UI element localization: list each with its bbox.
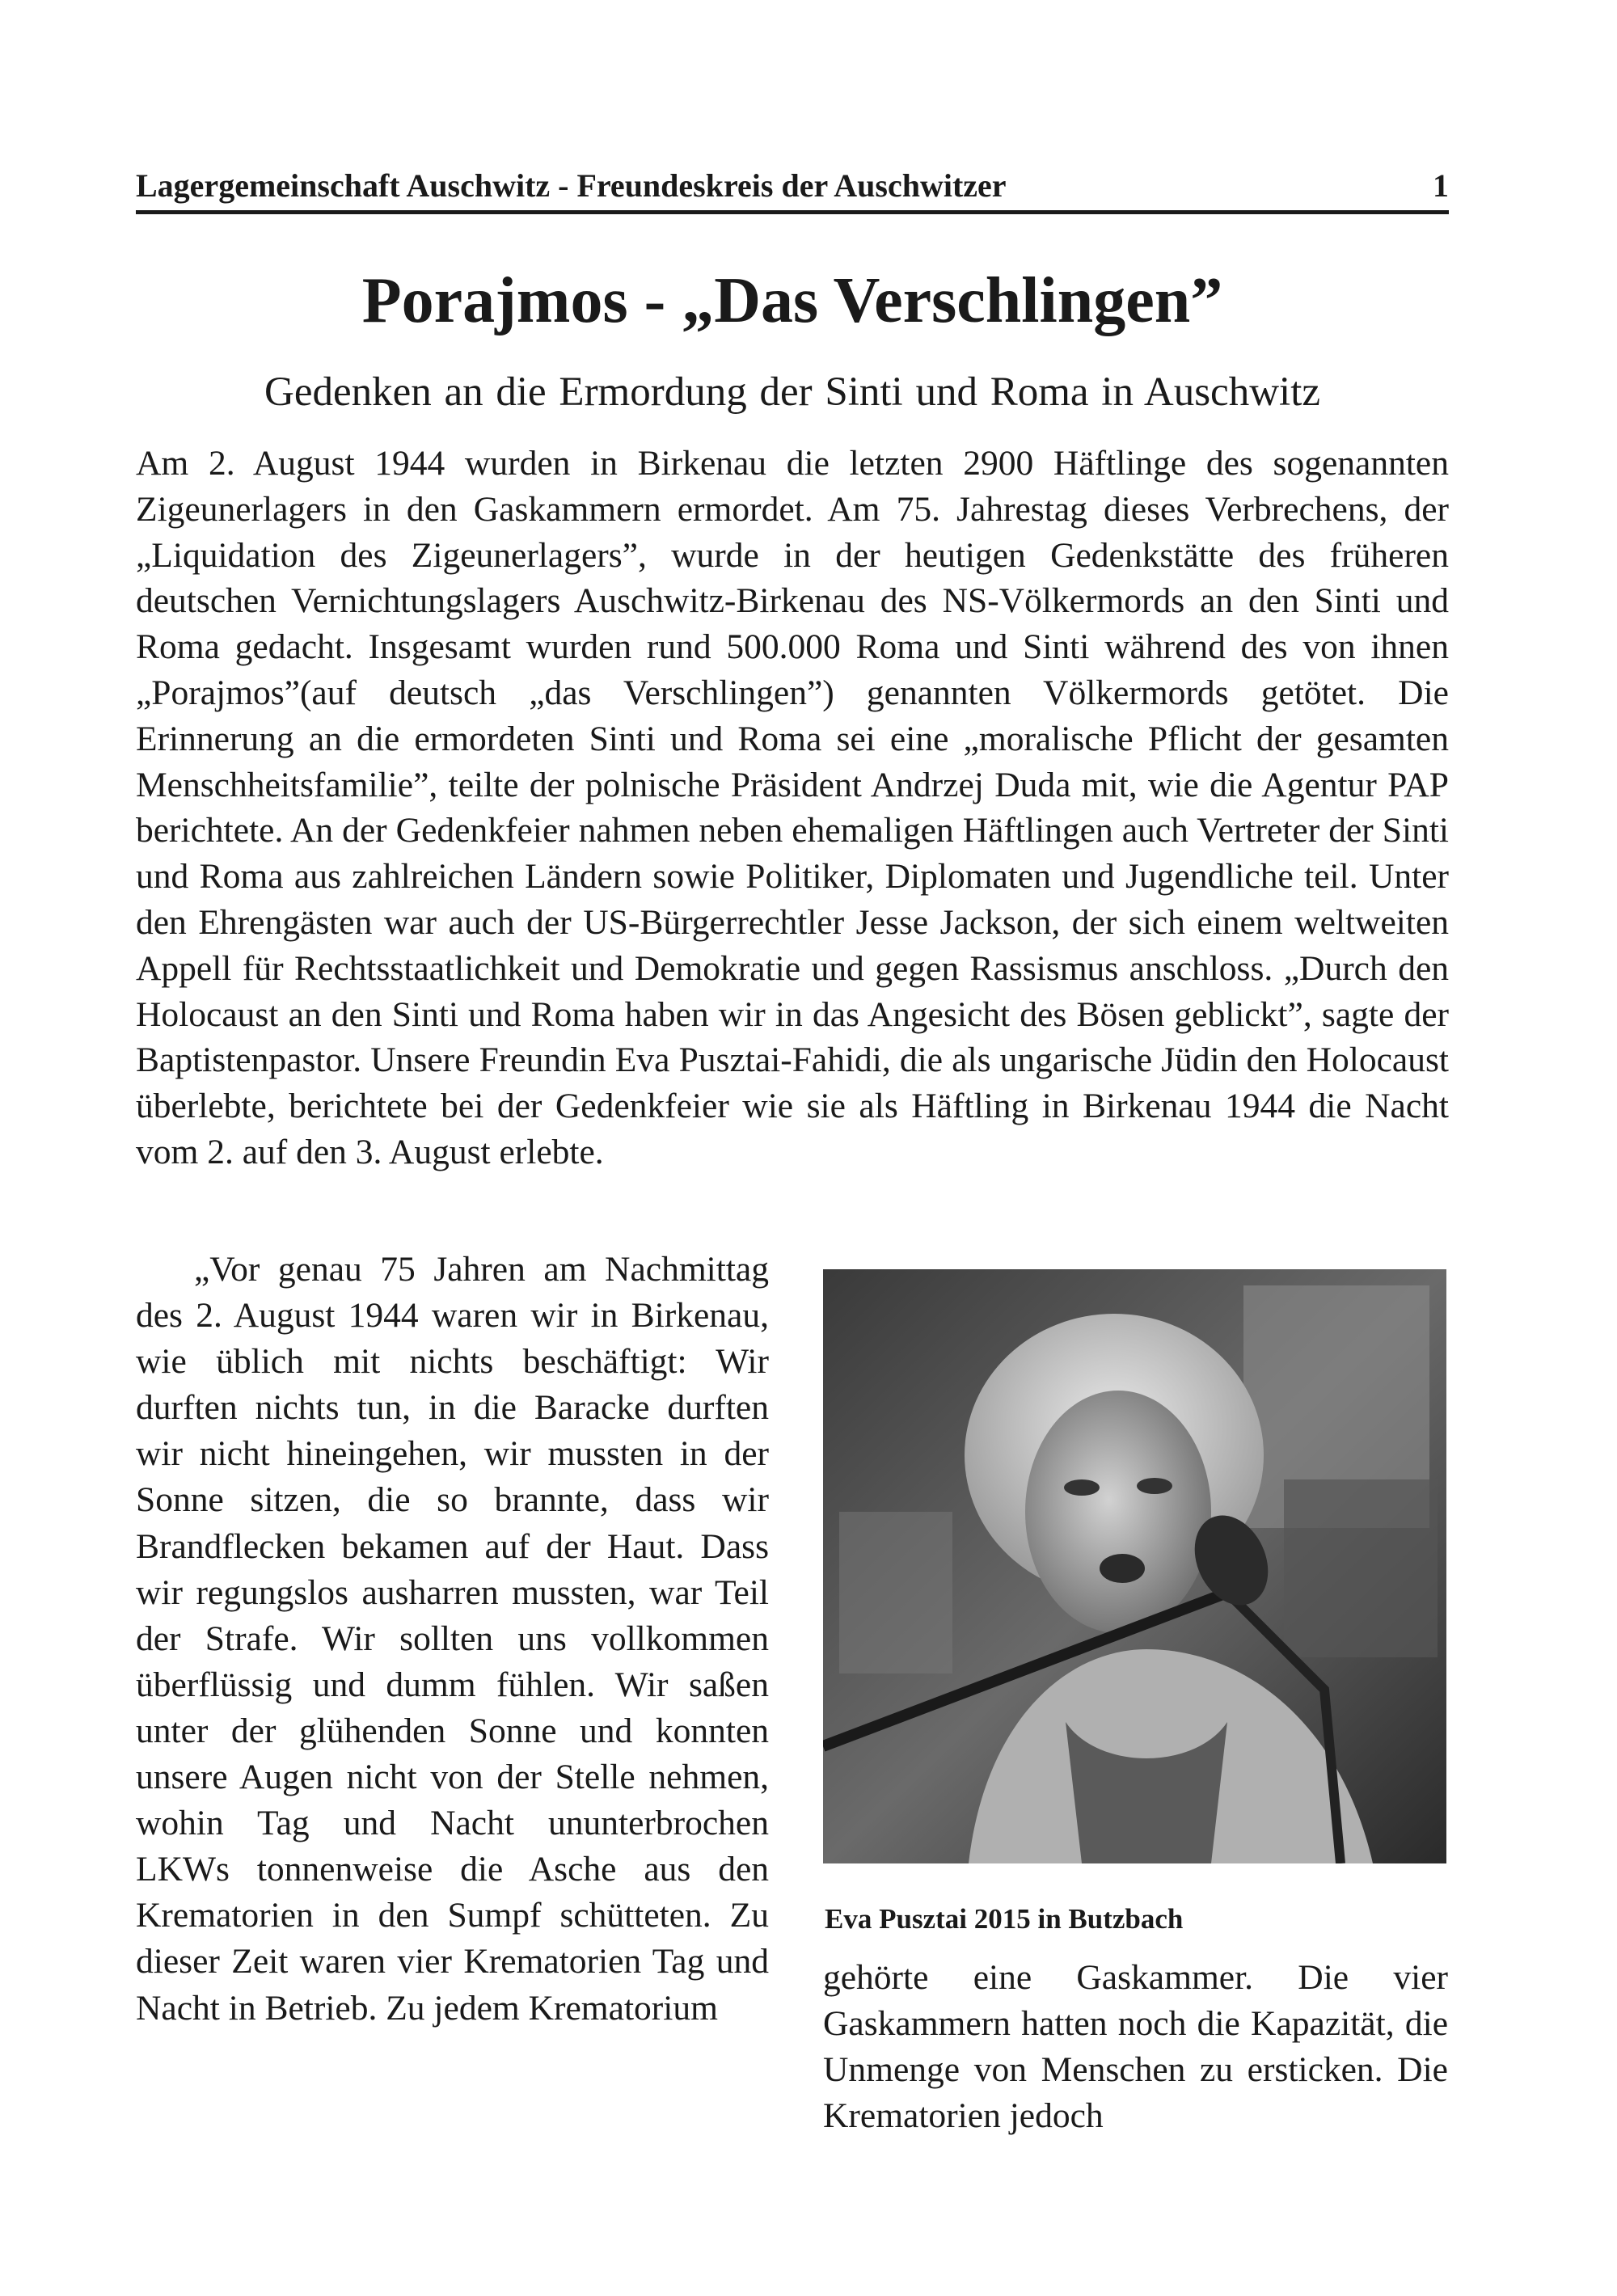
article-title: Porajmos - „Das Verschlingen” xyxy=(361,265,1223,336)
left-column-text: „Vor genau 75 Jahren am Nachmittag des 2. August 1944 waren wir in Birkenau, wie üblich mit nichts beschäftigt: Wir durften nichts tun, in die Baracke durften wir nicht hineingehen, wir mussten in der Sonne sitzen, die so brannte, dass wir Brandflecken bekamen auf der Haut. Dass wir regungslos ausharren mussten, war Teil der Strafe. Wir sollten uns vollkommen überflüssig und dumm fühlen. Wir saßen unter der glühenden Sonne und konnten unsere Augen nicht von der Stelle nehmen, wohin Tag und Nacht ununterbrochen LKWs tonnenweise die Asche aus den Krematorien in den Sumpf schütteten. Zu dieser Zeit waren vier Krematorien Tag und Nacht in Betrieb. Zu jedem Krematorium xyxy=(136,1250,769,2028)
photo-eva-pusztai xyxy=(823,1269,1446,1863)
intro-paragraph: Am 2. August 1944 wurden in Birkenau die letzten 2900 Häftlinge des sogenannten Zigeunerlagers in den Gaskammern ermordet. Am 75. Jahrestag dieses Verbrechens, der „Liquidation des Zigeunerlagers”, wurde in der heutigen Gedenkstätte des früheren deutschen Vernichtungslagers Auschwitz-Birkenau des NS-Völkermords an den Sinti und Roma gedacht. Insgesamt wurden rund 500.000 Roma und Sinti während des von ihnen „Porajmos”(auf deutsch „das Verschlingen”) genannten Völkermords getötet. Die Erinnerung an die ermordeten Sinti und Roma sei eine „moralische Pflicht der gesamten Menschheitsfamilie”, teilte der polnische Präsident Andrzej Duda mit, wie die Agentur PAP berichtete. An der Gedenkfeier nahmen neben ehemaligen Häftlingen auch Vertreter der Sinti und Roma aus zahlreichen Ländern sowie Politiker, Diplomaten und Jugendliche teil. Unter den Ehrengästen war auch der US-Bürgerrechtler Jesse Jackson, der sich einem weltweiten Appell für Rechtsstaatlichkeit und Demokratie und gegen Rassismus anschloss. „Durch den Holocaust an den Sinti und Roma haben wir in das Angesicht des Bösen geblickt”, sagte der Baptistenpastor. Unsere Freundin Eva Pusztai-Fahidi, die als ungarische Jüdin den Holocaust überlebte, berichtete bei der Gedenkfeier wie sie als Häftling in Birkenau 1944 die Nacht vom 2. auf den 3. August erlebte. xyxy=(136,444,1449,1171)
running-header xyxy=(136,166,1449,206)
running-title: Lagergemeinschaft Auschwitz - Freundeskreis der Auschwitzer xyxy=(136,167,1007,204)
header-rule xyxy=(136,210,1449,214)
article-subtitle: Gedenken an die Ermordung der Sinti und Roma in Auschwitz xyxy=(264,369,1320,415)
right-column-text: gehörte eine Gaskammer. Die vier Gaskammern hatten noch die Kapazität, die Unmenge von Menschen zu ersticken. Die Krematorien jedoch xyxy=(823,1958,1448,2136)
page-number: 1 xyxy=(1433,167,1449,204)
portrait-photo-illustration xyxy=(823,1269,1446,1863)
photo-caption: Eva Pusztai 2015 in Butzbach xyxy=(825,1903,1184,1935)
